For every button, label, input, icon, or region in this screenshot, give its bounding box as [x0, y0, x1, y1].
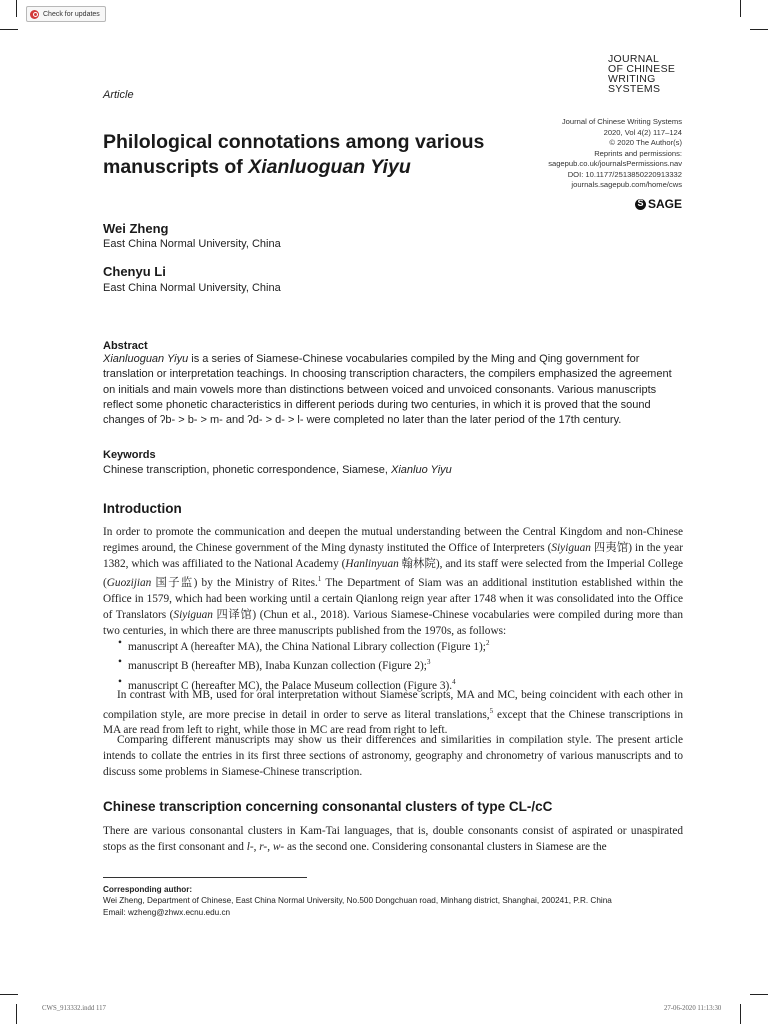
text-run: There are various consonantal clusters in Kam-Tai languages, that is, double consonants consist of aspirated or unaspirated stops as the first consonant and — [103, 825, 683, 853]
sage-logo — [620, 197, 682, 211]
text-run: 四译馆) (Chun et al., 2018). Various Siamese-Chinese vocabularies were compiled during more than two centuries, in which there are three manuscripts published from the 1970s, as follows: — [103, 608, 683, 637]
journal-logo-line: WRITING — [608, 73, 656, 85]
journal-name: Journal of Chinese Writing Systems — [561, 117, 682, 126]
footnote-ref[interactable]: 4 — [452, 677, 456, 686]
journal-logo-line: JOURNAL — [608, 53, 660, 65]
check-for-updates-button[interactable] — [26, 6, 106, 22]
abstract-italic-lead: Xianluoguan Yiyu — [103, 353, 189, 365]
keywords-body: Chinese transcription, phonetic correspondence, Siamese, — [103, 464, 391, 476]
journal-logo-line: SYSTEMS — [608, 83, 661, 95]
introduction-paragraph: Comparing different manuscripts may show us their differences and similarities in compilation style. The present article intends to collate the entries in its first three sections of astronomy, geography and chronometry of various manuscripts and to discuss some problems in Siamese-Chinese transcription. — [103, 734, 683, 778]
italic-term: Hanlinyuan — [345, 557, 399, 570]
text-run: In order to promote the communication and deepen the mutual understanding between the Central Kingdom and non-Chinese regimes around, the Chinese government of the Ming dynasty instituted the Office of Interpreters ( — [103, 526, 683, 554]
text-run: except that the Chinese transcriptions in MA are read from left to right, while those in MC are read from right to left. — [103, 708, 683, 737]
article-title — [103, 130, 533, 180]
introduction-paragraph — [103, 688, 683, 739]
italic-term: r- — [259, 840, 268, 853]
footnote-divider — [103, 877, 307, 878]
text-run: 四夷馆) in the year 1382, which was affiliated to the National Academy ( — [103, 541, 683, 570]
crop-mark — [0, 994, 18, 995]
italic-term: w- — [272, 840, 285, 853]
check-for-updates-label: Check for updates — [43, 10, 100, 18]
publisher-name: SAGE — [647, 197, 682, 211]
author-name: Wei Zheng — [103, 221, 169, 236]
sage-logo-icon — [635, 199, 646, 210]
text-run: In contrast with MB, used for oral interpretation without Siamese scripts, MA and MC, being coincident with each other in compilation style, are more precise in detail in order to serve as literal translations, — [103, 689, 683, 721]
journal-logo — [608, 54, 675, 94]
doi-link[interactable]: DOI: 10.1177/2513850220913332 — [567, 169, 682, 179]
keywords-italic: Xianluo Yiyu — [391, 464, 452, 476]
keywords-text — [103, 463, 683, 478]
list-item — [118, 636, 678, 655]
list-item-text: manuscript B (hereafter MB), Inaba Kunzan collection (Figure 2); — [128, 660, 427, 673]
text-run: as the second one. Considering consonantal clusters in Siamese are the — [284, 840, 607, 853]
article-type-label: Article — [103, 89, 134, 101]
italic-term: Siyiguan — [551, 541, 591, 554]
text-run: , — [253, 840, 260, 853]
abstract-body: is a series of Siamese-Chinese vocabularies compiled by the Ming and Qing government for translation or interpretation teachings. In choosing transcription characters, the compilers emphasized the agreement on initials and main vowels more than distinctions between voiced and unvoiced consonants. Various manuscripts reflect some phonetic characteristics in different periods during two centuries, in which it is proved that the sound changes of ʔb- > b- > m- and ʔd- > d- > l- were completed no later than the later period of the 17th century. — [103, 353, 672, 427]
crop-mark — [740, 1004, 741, 1024]
text-run: , — [267, 840, 273, 853]
section-paragraph — [103, 824, 683, 856]
permissions-link[interactable]: sagepub.co.uk/journalsPermissions.nav — [548, 159, 682, 168]
author-affiliation: East China Normal University, China — [103, 282, 281, 294]
crop-mark — [16, 0, 17, 17]
title-line: Philological connotations among various — [103, 131, 485, 153]
crop-mark — [750, 994, 768, 995]
footnote-ref[interactable]: 2 — [485, 639, 490, 647]
manuscript-list — [118, 636, 678, 694]
italic-term: Guozijian — [106, 577, 152, 590]
corresponding-label: Corresponding author: — [103, 885, 193, 894]
author-name: Chenyu Li — [103, 264, 166, 279]
title-line — [103, 155, 533, 180]
italic-term: Siyiguan — [173, 608, 213, 621]
list-item-text: manuscript A (hereafter MA), the China National Library collection (Figure 1); — [128, 640, 486, 653]
section-heading: Chinese transcription concerning consonantal clusters of type CL-/cC — [103, 799, 553, 814]
journal-logo-line: OF CHINESE — [608, 63, 676, 75]
introduction-heading: Introduction — [103, 501, 182, 516]
title-text: manuscripts of — [103, 156, 249, 178]
italic-term: l- — [246, 840, 254, 853]
text-run: 翰林院), and its staff were selected from the Imperial College ( — [103, 557, 684, 590]
crop-mark — [740, 0, 741, 17]
abstract-text — [103, 352, 683, 428]
corresponding-address: Wei Zheng, Department of Chinese, East China Normal University, No.500 Dongchuan road, Minhang district, Shanghai, 200241, P.R. China — [103, 896, 612, 906]
crop-mark — [16, 1004, 17, 1024]
crop-mark — [750, 29, 768, 30]
crop-mark — [0, 29, 18, 30]
text-run: The Department of Siam was an additional institution established within the Office in 1579, which had been working until a certain Qianlong reign year after 1748 when it was consolidated into the Office of Translators ( — [103, 577, 684, 621]
timestamp-slug: 27-06-2020 11:13:30 — [664, 1005, 722, 1012]
publication-info — [520, 117, 682, 191]
list-item-text: manuscript C (hereafter MC), the Palace Museum collection (Figure 3). — [128, 679, 453, 692]
footnote-ref[interactable]: 3 — [426, 658, 431, 667]
author-affiliation: East China Normal University, China — [103, 238, 281, 250]
footnote-ref[interactable]: 1 — [317, 575, 322, 584]
introduction-paragraph — [103, 525, 683, 639]
corresponding-email[interactable]: Email: wzheng@zhwx.ecnu.edu.cn — [103, 907, 231, 917]
title-italic-text: Xianluoguan Yiyu — [248, 156, 411, 178]
footnote-ref[interactable]: 5 — [489, 706, 494, 715]
corresponding-author — [103, 884, 683, 918]
text-run: 国子监) by the Ministry of Rites. — [151, 577, 318, 590]
abstract-heading: Abstract — [103, 340, 148, 352]
check-for-updates-icon — [30, 10, 39, 19]
keywords-heading: Keywords — [103, 449, 156, 461]
journal-home-link[interactable]: journals.sagepub.com/home/cws — [571, 180, 682, 189]
copyright: © 2020 The Author(s) — [609, 138, 682, 147]
file-slug: CWS_913332.indd 117 — [42, 1005, 106, 1012]
volume-pages: 2020, Vol 4(2) 117–124 — [603, 127, 682, 137]
list-item — [118, 655, 678, 674]
reprints-label: Reprints and permissions: — [594, 148, 682, 158]
